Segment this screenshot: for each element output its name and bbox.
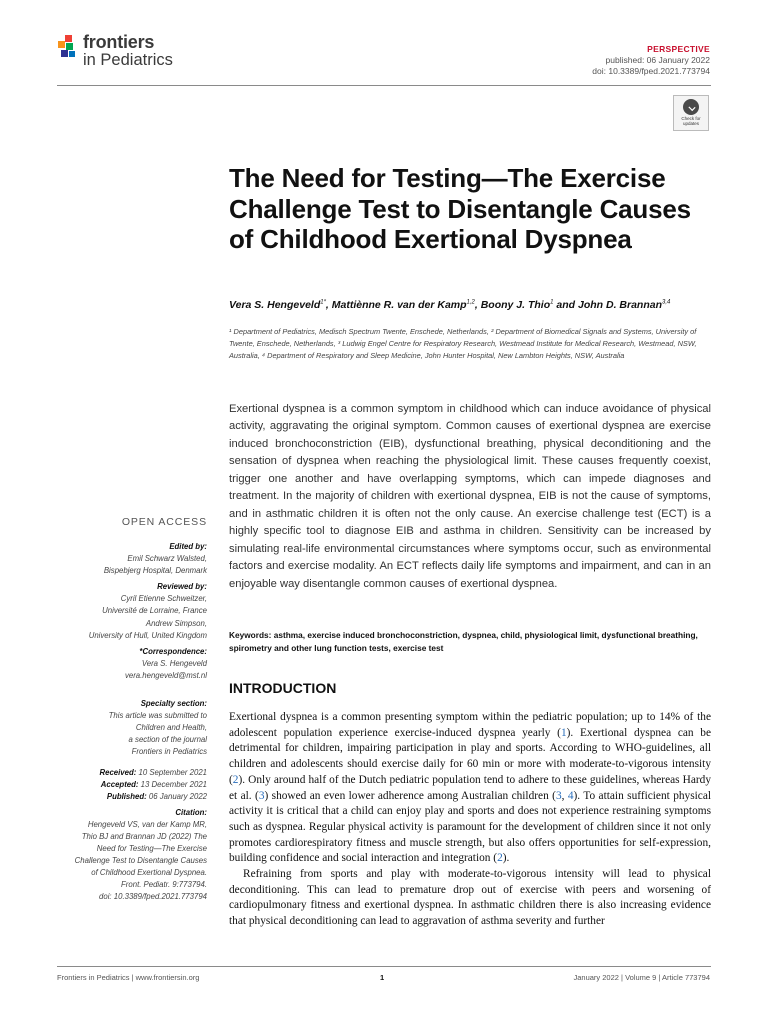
footer-journal[interactable]: Frontiers in Pediatrics | www.frontiersin.org	[57, 973, 200, 982]
reviewer-affiliation: University of Hull, United Kingdom	[88, 630, 207, 640]
received-date: Received: 10 September 2021	[99, 767, 207, 777]
citation-line: Thio BJ and Brannan JD (2022) The	[81, 831, 207, 841]
author-affiliation-marker: 3,4	[662, 299, 671, 306]
author-name[interactable]: John D. Brannan	[578, 299, 663, 311]
correspondence-label: *Correspondence:	[139, 646, 207, 656]
published-date: published: 06 January 2022	[605, 55, 710, 65]
editor-name: Emil Schwarz Walsted,	[127, 554, 207, 564]
author-name[interactable]: Boony J. Thio	[480, 299, 551, 311]
doi[interactable]: doi: 10.3389/fped.2021.773794	[592, 66, 710, 76]
author-name[interactable]: Mattiènne R. van der Kamp	[331, 299, 467, 311]
citation-doi[interactable]: doi: 10.3389/fped.2021.773794	[99, 892, 207, 902]
specialty-line: This article was submitted to	[108, 711, 207, 721]
reviewer-name: Andrew Simpson,	[145, 618, 207, 628]
citation-line: Front. Pediatr. 9:773794.	[121, 880, 207, 890]
check-updates-label: Check for updates	[681, 116, 701, 126]
correspondence-email[interactable]: vera.hengeveld@mst.nl	[124, 670, 207, 680]
check-for-updates-button[interactable]	[673, 95, 709, 131]
reviewer-affiliation: Université de Lorraine, France	[102, 606, 207, 616]
edited-by-label: Edited by:	[169, 542, 207, 551]
citation-line: Need for Testing—The Exercise	[96, 844, 207, 854]
check-icon	[683, 99, 699, 115]
footer-divider	[57, 966, 711, 967]
author-affiliation-marker: 1,2	[466, 299, 475, 306]
correspondence-name: Vera S. Hengeveld	[141, 658, 207, 668]
specialty-line: Children and Health,	[135, 723, 207, 733]
reference-link[interactable]: 2	[232, 773, 239, 786]
specialty-section-label: Specialty section:	[140, 699, 207, 709]
frontiers-logo-icon	[57, 35, 79, 61]
journal-logo[interactable]	[57, 33, 173, 69]
reference-link[interactable]: 4	[567, 789, 574, 802]
logo-brand: frontiers	[83, 32, 155, 52]
author-list: Vera S. Hengeveld$^{1*}$, Mattiènne R. van der Kamp$^{1,2}$, Boony J. Thio$^1$ and John D. Brannan$^{3,4}$	[229, 299, 671, 311]
section-heading-introduction: INTRODUCTION	[229, 680, 337, 696]
reference-link[interactable]: 2	[497, 852, 503, 865]
introduction-body	[229, 710, 711, 930]
accepted-date: Accepted: 13 December 2021	[100, 779, 207, 789]
specialty-line: a section of the journal	[128, 735, 207, 745]
reference-link[interactable]: 1	[560, 726, 567, 739]
editor-affiliation: Bispebjerg Hospital, Denmark	[103, 566, 207, 576]
abstract: Exertional dyspnea is a common symptom in childhood which can induce avoidance of physical activity, aggravating the original symptom. Common causes of exertional dyspnea are exercise induced bronchoconstriction (EIB), dysfunctional breathing, physical deconditioning and the sensation of dyspnea when reaching the physiological limit. These causes frequently coexist, trigger one another and have overlapping symptoms, which can impede diagnoses and treatment. In the majority of children with exertional dyspnea, EIB is not the cause of symptoms, and in asthmatic children it is often not the only cause. An exercise challenge test (ECT) is a highly specific tool to diagnose EIB and asthma in children. Sensitivity can be increased by simulating real-life environmental circumstances where symptoms occur, such as environmental factors and exercise modality. An ECT reflects daily life symptoms and impairment, and can in an enjoyable way disentangle common causes of exertional dyspnea.	[229, 403, 711, 590]
affiliations: ¹ Department of Pediatrics, Medisch Spectrum Twente, Enschede, Netherlands, ² Department of Biomedical Signals and Systems, University of Twente, Enschede, Netherlands, ³ Ludwig Engel Centre for Respiratory Research, Westmead Institute for Medical Research, Westmead, NSW, Australia, ⁴ Department of Respiratory and Sleep Medicine, John Hunter Hospital, New Lambton Heights, NSW, Australia	[229, 327, 697, 360]
dates-block	[75, 767, 207, 803]
reviewer-name: Cyril Etienne Schweitzer,	[120, 594, 207, 604]
article-title: The Need for Testing—The Exercise Challenge Test to Disentangle Causes of Childhood Exertional Dyspnea	[229, 163, 691, 254]
reviewed-by-label: Reviewed by:	[157, 582, 207, 592]
page-number: 1	[380, 973, 385, 982]
author-affiliation-marker: 1*	[320, 299, 326, 306]
open-access-label: OPEN ACCESS	[121, 516, 207, 528]
citation-line: Hengeveld VS, van der Kamp MR,	[87, 819, 207, 829]
published-date-side: Published: 06 January 2022	[106, 791, 207, 801]
footer-issue: January 2022 | Volume 9 | Article 773794	[573, 973, 710, 982]
body-paragraph: Exertional dyspnea is a common presenting symptom within the pediatric population; up to 14% of the adolescent population experience exercise-induced dyspnea yearly (1). Exertional dyspnea can be detrimental for children, impairing participation in play and sports. According to WHO-guidelines, all children and adolescents should exercise daily for 60 min or more with moderate-to-vigorous intensity (2). Only around half of the Dutch pediatric population tend to adhere to these guidelines, whereas Hardy et al. (3) showed an even lower adherence among Australian children (3, 4). To attain sufficient physical activity it is critical that a child can enjoy play and sports and does not experience restraining symptoms such as dyspnea. Regular physical activity is paramount for the development of children since it not only promotes cardiorespiratory fitness and muscle strength, but also offers opportunities for self-expression, building confidence and social interaction and integration (2).	[229, 711, 712, 865]
article-meta	[592, 44, 710, 77]
author-name[interactable]: Vera S. Hengeveld	[229, 299, 321, 311]
reference-link[interactable]: 3	[258, 789, 265, 802]
body-paragraph: Refraining from sports and play with moderate-to-vigorous intensity will lead to physical deconditioning. This can lead to premature drop out of exercise with peers and worsening of cardiopulmonary fitness and exertional dyspnea. In asthmatic children there is also increasing evidence that physical deconditioning can lead to aggravation of asthma severity and further	[229, 868, 711, 928]
logo-journal: in Pediatrics	[83, 51, 173, 69]
citation-line: of Childhood Exertional Dyspnea.	[91, 868, 207, 878]
citation-line: Challenge Test to Disentangle Causes	[74, 856, 207, 866]
header-divider	[57, 85, 711, 86]
specialty-line: Frontiers in Pediatrics	[131, 747, 207, 757]
author-affiliation-marker: 1	[550, 299, 554, 306]
article-type: PERSPECTIVE	[647, 44, 710, 54]
keywords: Keywords: asthma, exercise induced bronchoconstriction, dyspnea, child, physiological limit, dysfunctional breathing, spirometry and other lung function tests, exercise test	[229, 630, 698, 653]
citation-label: Citation:	[175, 807, 207, 817]
sidebar-info	[75, 541, 207, 904]
reference-link[interactable]: 3	[555, 789, 562, 802]
